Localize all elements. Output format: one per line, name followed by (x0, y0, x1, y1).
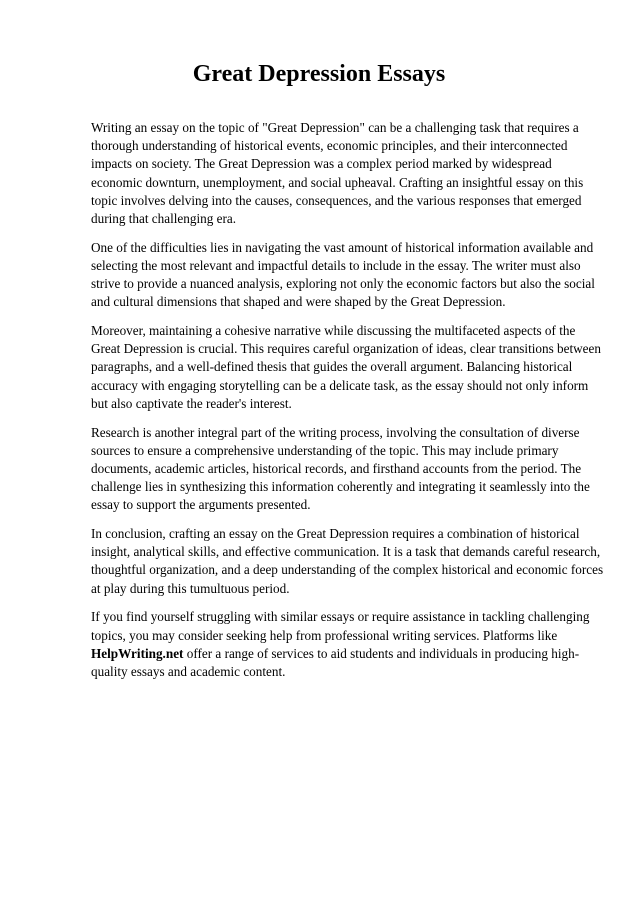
text-line: topics, you may consider seeking help from professional writing services. Platforms like (91, 627, 558, 643)
text-line: quality essays and academic content. (91, 663, 286, 679)
text-line: Great Depression is crucial. This requires careful organization of ideas, clear transitions between (91, 341, 601, 357)
text-line: selecting the most relevant and impactful details to include in the essay. The writer must also (91, 257, 581, 273)
document-title: Great Depression Essays (192, 61, 446, 87)
paragraph-1 (91, 119, 591, 228)
text-line: One of the difficulties lies in navigating the vast amount of historical information available and (91, 239, 594, 255)
text-line: sources to ensure a comprehensive understanding of the topic. This may include primary (91, 442, 559, 458)
text-line: insight, analytical skills, and effective communication. It is a task that demands careful research, (91, 544, 601, 560)
paragraph-4 (91, 424, 591, 515)
text-line: thorough understanding of historical events, economic principles, and their interconnected (91, 138, 568, 154)
text-line: but also captivate the reader's interest. (91, 395, 292, 411)
text-line: Research is another integral part of the writing process, involving the consultation of diverse (91, 424, 580, 440)
text-line: documents, academic articles, historical records, and firsthand accounts from the period. The (91, 460, 582, 476)
text-line: challenge lies in synthesizing this information coherently and integrating it seamlessly into the (91, 479, 590, 495)
text-line-with-link (91, 645, 591, 663)
text-line: Writing an essay on the topic of "Great Depression" can be a challenging task that requires a (91, 120, 579, 135)
text-line: impacts on society. The Great Depression was a complex period marked by widespread (91, 156, 552, 172)
text-line: and cultural dimensions that shaped and were shaped by the Great Depression. (91, 294, 506, 310)
paragraph-5 (91, 525, 604, 598)
paragraph-2 (91, 239, 595, 312)
text-line: at play during this tumultuous period. (91, 580, 290, 596)
text-line: If you find yourself struggling with similar essays or require assistance in tackling challenging (91, 609, 590, 625)
text-line: paragraphs, and a well-defined thesis that guides the overall argument. Balancing historical (91, 359, 573, 375)
text-line: essay to support the arguments presented. (91, 497, 311, 513)
text-line: thoughtful organization, and a deep understanding of the complex historical and economic forces (91, 562, 604, 578)
text-line: during that challenging era. (91, 211, 237, 227)
paragraph-3 (91, 322, 601, 413)
text-line: topic involves delving into the causes, consequences, and the various responses that emerged (91, 192, 582, 208)
text-line: Moreover, maintaining a cohesive narrative while discussing the multifaceted aspects of the (91, 323, 576, 339)
document-body (91, 119, 604, 692)
helpwriting-link[interactable]: HelpWriting.net (91, 645, 184, 661)
text-line: accuracy with engaging storytelling can be a delicate task, as the essay should not only inform (91, 377, 589, 393)
text-line: In conclusion, crafting an essay on the Great Depression requires a combination of historical (91, 526, 580, 542)
text-fragment: offer a range of services to aid students and individuals in producing high- (183, 645, 580, 661)
paragraph-closing (91, 608, 591, 681)
text-line: economic downturn, unemployment, and social upheaval. Crafting an insightful essay on this (91, 174, 584, 190)
text-line: strive to provide a nuanced analysis, exploring not only the economic factors but also the social (91, 276, 595, 292)
